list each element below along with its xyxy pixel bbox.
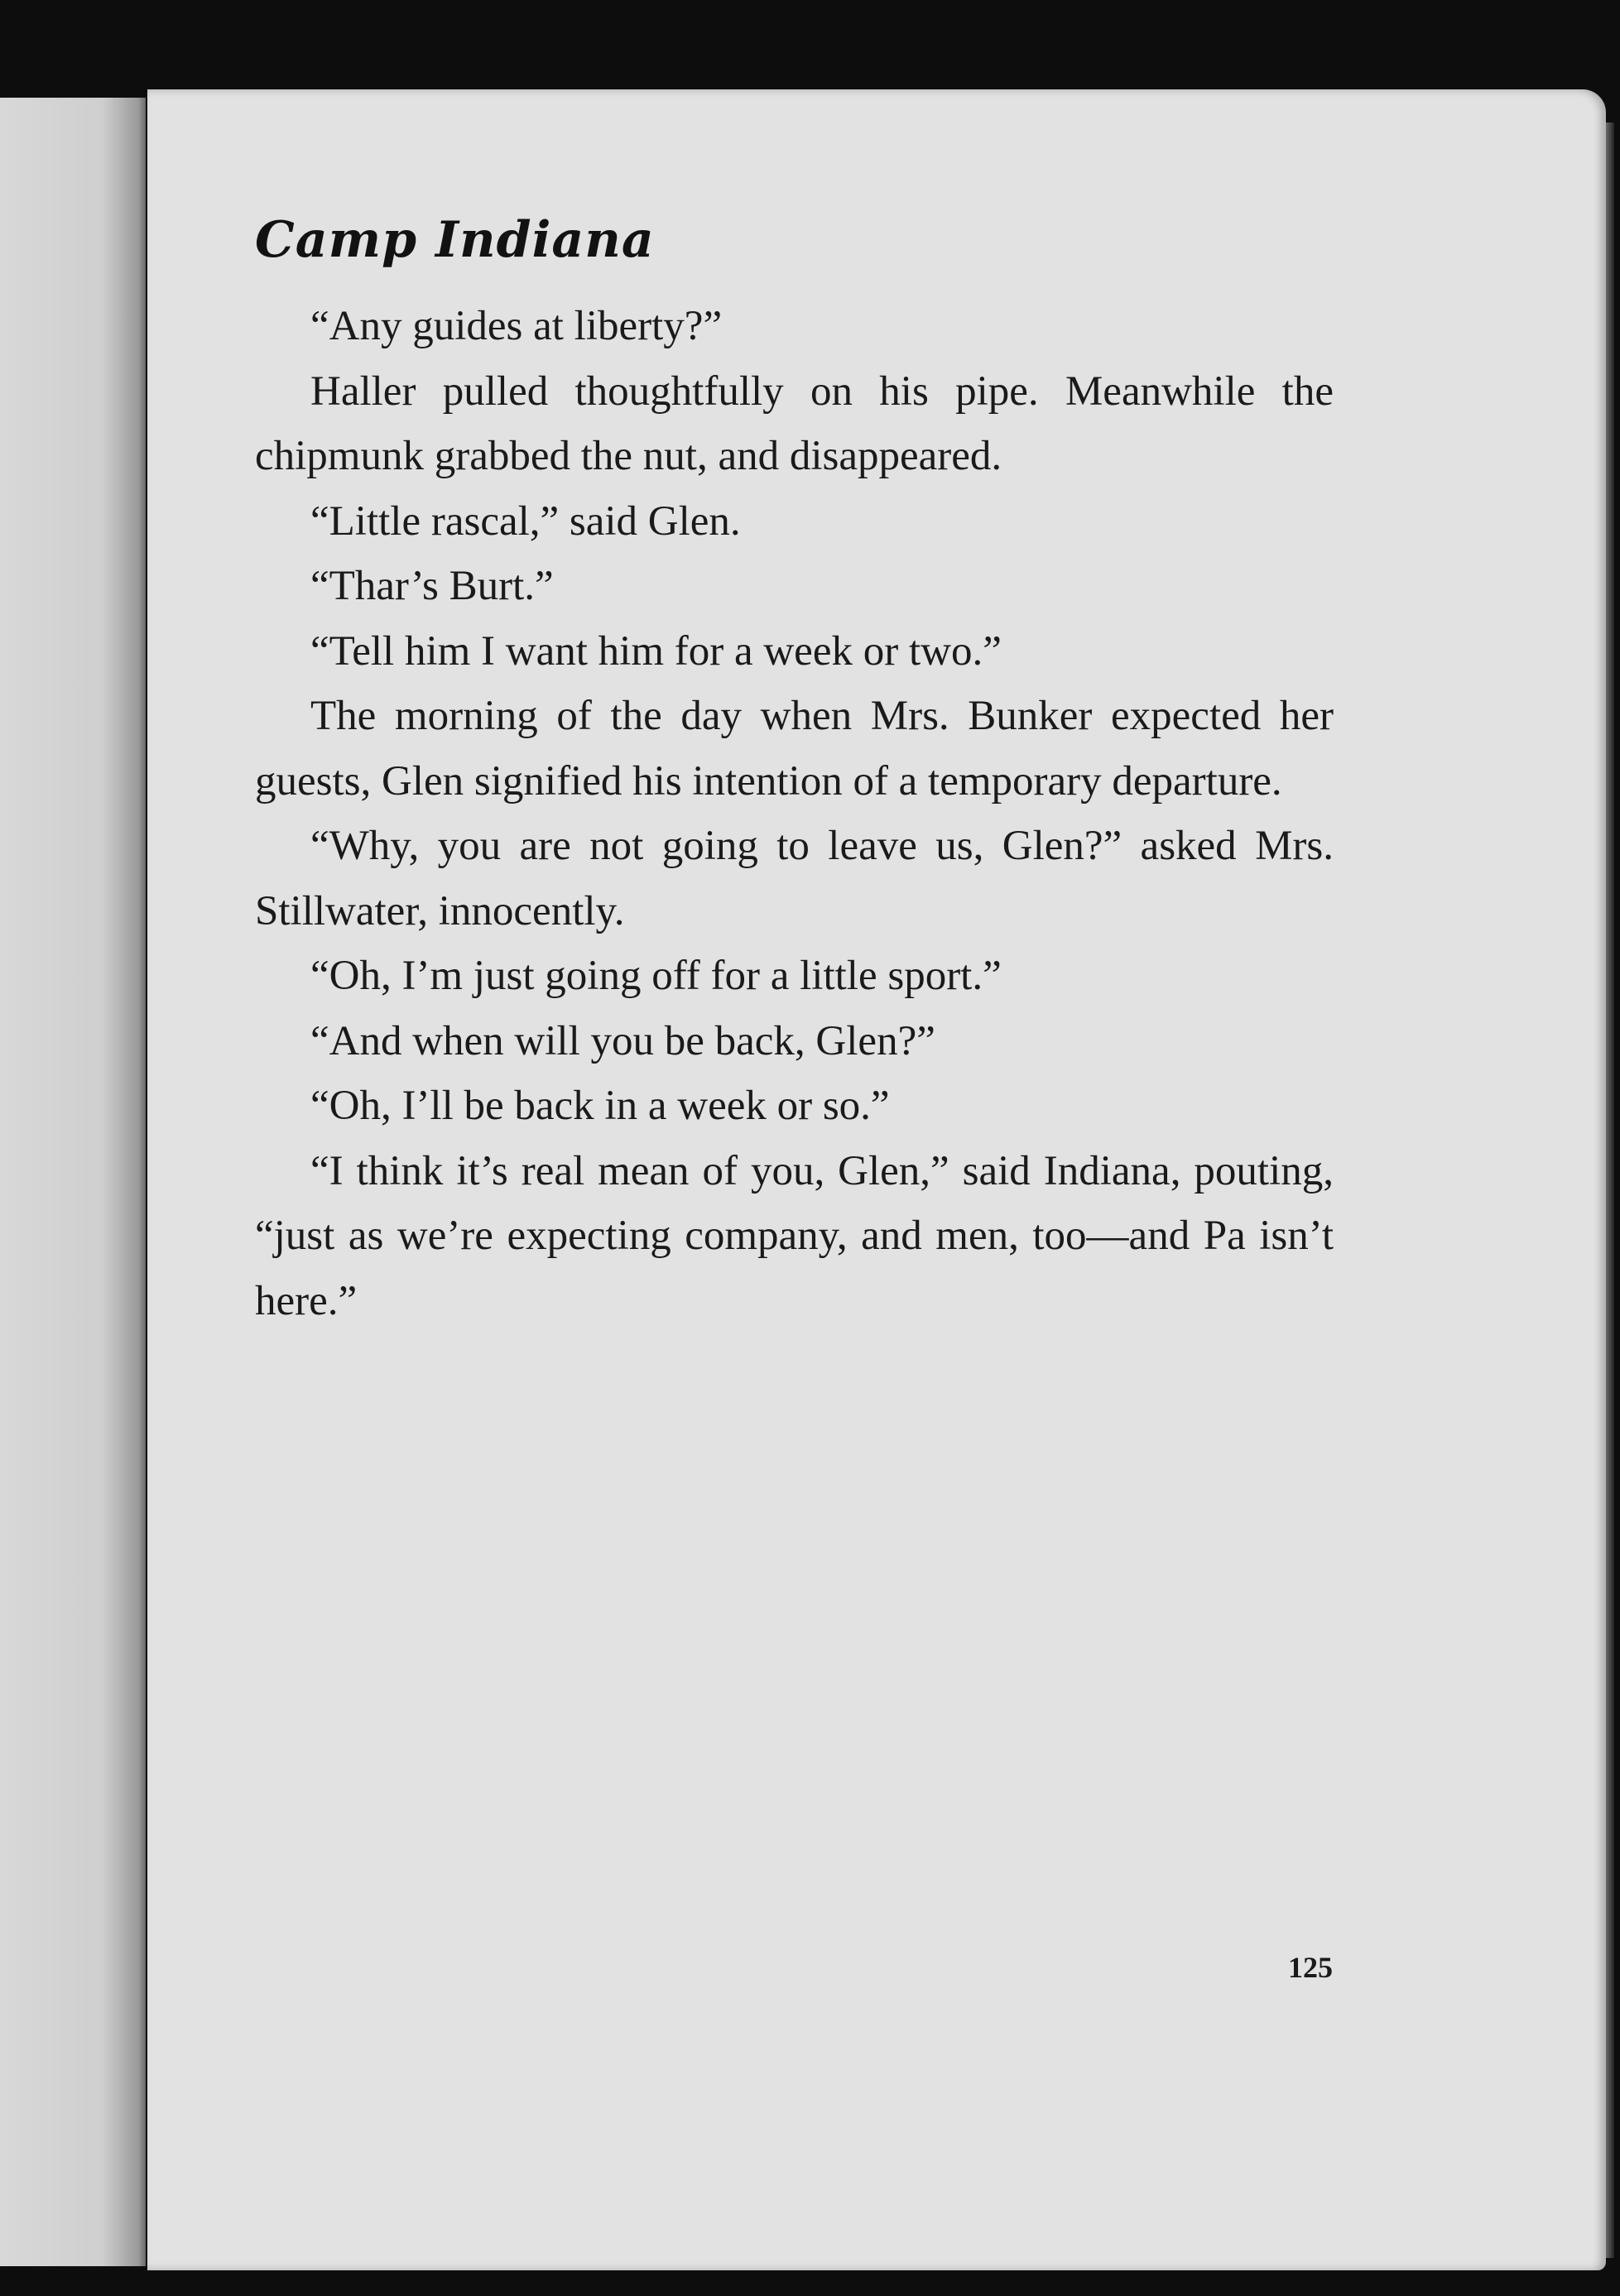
paragraph: The morning of the day when Mrs. Bunker expected her guests, Glen signified his intention of a temporary departure.: [255, 693, 1334, 805]
paragraph: “Any guides at liberty?”: [310, 303, 723, 349]
facing-page-edge: [0, 98, 146, 2266]
page-number: 125: [1288, 1951, 1333, 1984]
paragraph: “And when will you be back, Glen?”: [310, 1017, 935, 1064]
paragraph: “Oh, I’ll be back in a week or so.”: [310, 1083, 890, 1129]
body-text: [255, 294, 1334, 1333]
paragraph: “Thar’s Burt.”: [310, 563, 554, 609]
paragraph: “Why, you are not going to leave us, Glen?” asked Mrs. Stillwater, innocently.: [255, 823, 1334, 934]
paragraph: “I think it’s real mean of you, Glen,” said Indiana, pouting, “just as we’re expecting company, and men, too—and Pa isn’t here.”: [255, 1147, 1334, 1324]
paragraph: Haller pulled thoughtfully on his pipe. Meanwhile the chipmunk grabbed the nut, and disappeared.: [255, 367, 1334, 479]
running-head: Camp Indiana: [255, 211, 655, 269]
paragraph: “Oh, I’m just going off for a little sport.”: [310, 953, 1002, 999]
paragraph: “Tell him I want him for a week or two.”: [310, 627, 1002, 675]
paragraph: “Little rascal,” said Glen.: [310, 497, 741, 545]
page-edge-shadow: [1606, 122, 1614, 2258]
